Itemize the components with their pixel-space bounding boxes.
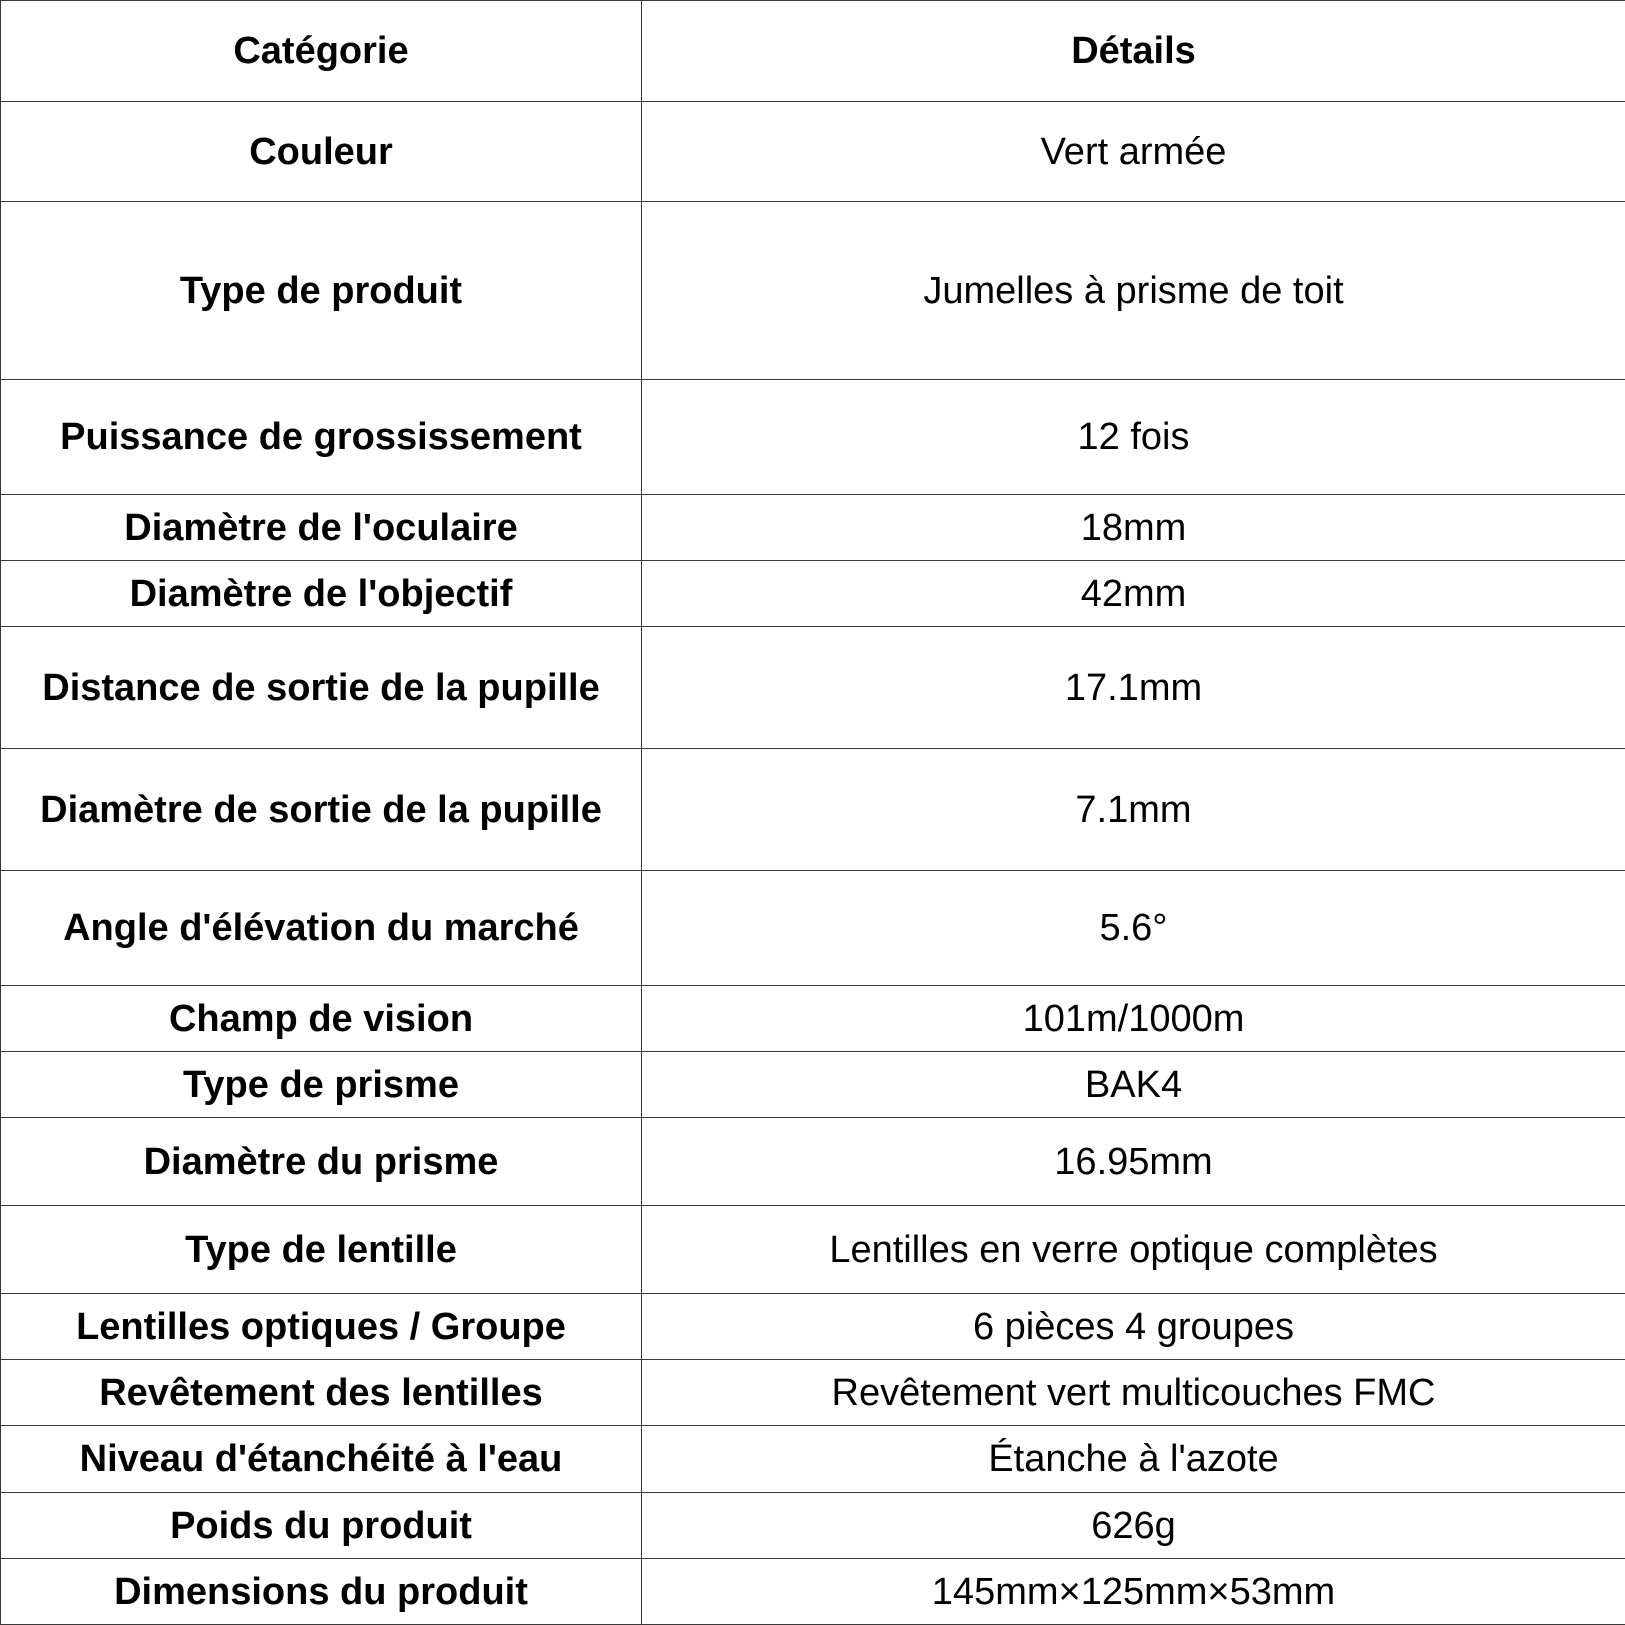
header-details: Détails [642, 1, 1625, 102]
row-details: 145mm×125mm×53mm [642, 1559, 1625, 1625]
row-category: Type de prisme [1, 1052, 642, 1118]
row-details: BAK4 [642, 1052, 1625, 1118]
row-category: Lentilles optiques / Groupe [1, 1294, 642, 1360]
row-category: Type de lentille [1, 1206, 642, 1294]
table-row [1, 202, 1625, 380]
row-details: 626g [642, 1493, 1625, 1559]
table-row [1, 1206, 1625, 1294]
table-row [1, 1360, 1625, 1426]
table-row [1, 1294, 1625, 1360]
row-category: Poids du produit [1, 1493, 642, 1559]
table-row [1, 1118, 1625, 1206]
table-row [1, 495, 1625, 561]
row-category: Dimensions du produit [1, 1559, 642, 1625]
row-category: Champ de vision [1, 986, 642, 1052]
row-details: 7.1mm [642, 749, 1625, 871]
row-category: Diamètre du prisme [1, 1118, 642, 1206]
table-header-row [1, 1, 1625, 102]
row-details: Étanche à l'azote [642, 1426, 1625, 1493]
header-category: Catégorie [1, 1, 642, 102]
row-details: Jumelles à prisme de toit [642, 202, 1625, 380]
table-row [1, 871, 1625, 986]
row-details: 12 fois [642, 380, 1625, 495]
row-details: 5.6° [642, 871, 1625, 986]
row-category: Diamètre de l'objectif [1, 561, 642, 627]
row-details: Vert armée [642, 102, 1625, 202]
table-row [1, 1426, 1625, 1493]
row-category: Niveau d'étanchéité à l'eau [1, 1426, 642, 1493]
table-row [1, 561, 1625, 627]
row-details: 18mm [642, 495, 1625, 561]
table-row [1, 1559, 1625, 1625]
table-row [1, 1493, 1625, 1559]
row-category: Revêtement des lentilles [1, 1360, 642, 1426]
row-details: 101m/1000m [642, 986, 1625, 1052]
table-row [1, 102, 1625, 202]
row-category: Distance de sortie de la pupille [1, 627, 642, 749]
row-details: 16.95mm [642, 1118, 1625, 1206]
row-category: Type de produit [1, 202, 642, 380]
row-details: Revêtement vert multicouches FMC [642, 1360, 1625, 1426]
row-category: Couleur [1, 102, 642, 202]
row-details: 42mm [642, 561, 1625, 627]
table-row [1, 749, 1625, 871]
row-category: Puissance de grossissement [1, 380, 642, 495]
table-row [1, 1052, 1625, 1118]
row-category: Diamètre de l'oculaire [1, 495, 642, 561]
row-details: 17.1mm [642, 627, 1625, 749]
table-row [1, 986, 1625, 1052]
row-details: Lentilles en verre optique complètes [642, 1206, 1625, 1294]
row-category: Diamètre de sortie de la pupille [1, 749, 642, 871]
table-row [1, 380, 1625, 495]
row-details: 6 pièces 4 groupes [642, 1294, 1625, 1360]
table-row [1, 627, 1625, 749]
row-category: Angle d'élévation du marché [1, 871, 642, 986]
